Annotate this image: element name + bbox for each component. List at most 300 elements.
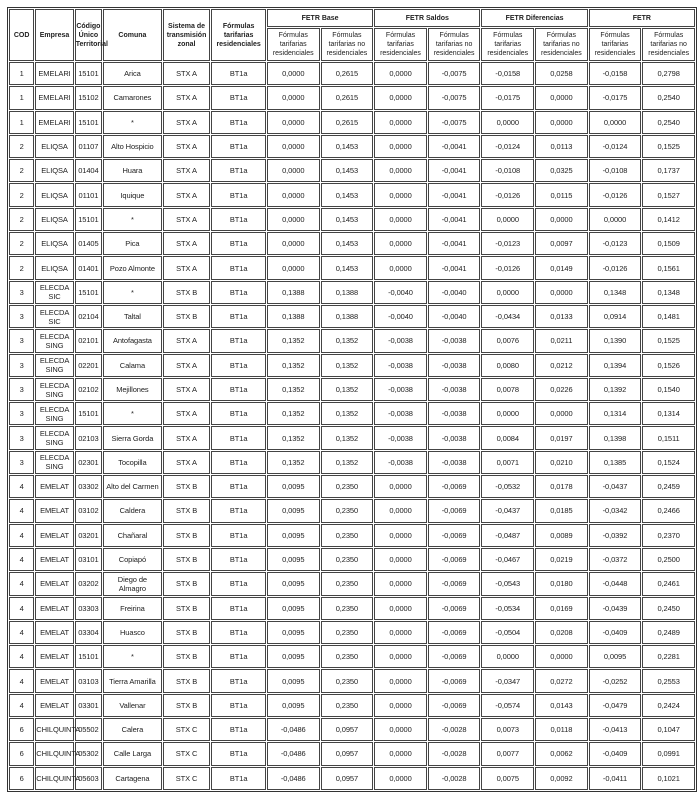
cell-sistema: STX C <box>163 742 211 765</box>
cell-fetr-res: -0,0124 <box>589 135 642 158</box>
cell-empresa: ELIQSA <box>35 183 73 206</box>
cell-dif-nores: 0,0185 <box>535 499 588 522</box>
cell-cod: 6 <box>9 718 34 741</box>
cell-cod: 2 <box>9 208 34 231</box>
cell-dif-res: -0,0126 <box>481 183 534 206</box>
cell-fetr-nores: 0,2450 <box>642 597 695 620</box>
table-row <box>9 597 695 620</box>
cell-empresa: ELECDA SING <box>35 426 73 449</box>
table-row <box>9 742 695 765</box>
cell-comuna: * <box>103 111 162 134</box>
cell-codigo: 01401 <box>75 256 102 279</box>
table-row <box>9 572 695 595</box>
cell-fetr-res: 0,0000 <box>589 208 642 231</box>
cell-base-nores: 0,1388 <box>321 305 374 328</box>
cell-base-nores: 0,2350 <box>321 645 374 668</box>
cell-fetr-nores: 0,2370 <box>642 524 695 547</box>
cell-cod: 3 <box>9 378 34 401</box>
cell-fetr-res: 0,0095 <box>589 645 642 668</box>
cell-fetr-nores: 0,1540 <box>642 378 695 401</box>
cell-base-res: 0,0095 <box>267 499 320 522</box>
cell-saldos-nores: -0,0069 <box>428 572 481 595</box>
cell-dif-res: 0,0078 <box>481 378 534 401</box>
cell-dif-nores: 0,0210 <box>535 451 588 474</box>
header-no-residenciales: Fórmulas tarifarias no residenciales <box>642 28 695 61</box>
cell-base-res: 0,0095 <box>267 475 320 498</box>
cell-dif-nores: 0,0000 <box>535 281 588 304</box>
cell-empresa: ELIQSA <box>35 208 73 231</box>
cell-codigo: 03303 <box>75 597 102 620</box>
cell-saldos-nores: -0,0040 <box>428 281 481 304</box>
cell-empresa: ELIQSA <box>35 256 73 279</box>
table-row <box>9 159 695 182</box>
cell-dif-nores: 0,0113 <box>535 135 588 158</box>
cell-dif-nores: 0,0000 <box>535 208 588 231</box>
cell-fetr-nores: 0,2281 <box>642 645 695 668</box>
cell-saldos-nores: -0,0069 <box>428 669 481 692</box>
cell-comuna: Camarones <box>103 86 162 109</box>
cell-cod: 3 <box>9 281 34 304</box>
cell-comuna: * <box>103 402 162 425</box>
cell-codigo: 02201 <box>75 354 102 377</box>
cell-saldos-res: -0,0038 <box>374 451 427 474</box>
cell-fetr-nores: 0,1527 <box>642 183 695 206</box>
cell-fetr-nores: 0,1047 <box>642 718 695 741</box>
cell-fetr-nores: 0,1525 <box>642 329 695 352</box>
cell-comuna: Pozo Almonte <box>103 256 162 279</box>
table-header <box>9 9 695 61</box>
cell-comuna: Diego de Almagro <box>103 572 162 595</box>
cell-sistema: STX B <box>163 621 211 644</box>
cell-fetr-res: 0,1394 <box>589 354 642 377</box>
cell-dif-res: -0,0123 <box>481 232 534 255</box>
cell-fetr-res: -0,0126 <box>589 183 642 206</box>
cell-dif-res: -0,0126 <box>481 256 534 279</box>
cell-saldos-res: 0,0000 <box>374 694 427 717</box>
cell-saldos-res: -0,0038 <box>374 426 427 449</box>
cell-codigo: 03304 <box>75 621 102 644</box>
cell-codigo: 02301 <box>75 451 102 474</box>
cell-dif-nores: 0,0169 <box>535 597 588 620</box>
header-no-residenciales: Fórmulas tarifarias no residenciales <box>321 28 374 61</box>
cell-base-nores: 0,0957 <box>321 767 374 790</box>
cell-base-res: 0,0000 <box>267 159 320 182</box>
cell-empresa: EMELAT <box>35 572 73 595</box>
cell-formula: BT1a <box>211 597 266 620</box>
cell-comuna: Calle Larga <box>103 742 162 765</box>
header-group-fetr-saldos: FETR Saldos <box>374 9 480 27</box>
cell-formula: BT1a <box>211 645 266 668</box>
cell-dif-res: -0,0504 <box>481 621 534 644</box>
table-row <box>9 402 695 425</box>
cell-dif-nores: 0,0118 <box>535 718 588 741</box>
cell-saldos-nores: -0,0069 <box>428 694 481 717</box>
cell-dif-res: -0,0437 <box>481 499 534 522</box>
cell-base-res: 0,1352 <box>267 402 320 425</box>
cell-dif-nores: 0,0092 <box>535 767 588 790</box>
cell-sistema: STX B <box>163 475 211 498</box>
table-row <box>9 694 695 717</box>
cell-cod: 4 <box>9 669 34 692</box>
cell-formula: BT1a <box>211 742 266 765</box>
cell-formula: BT1a <box>211 281 266 304</box>
table-row <box>9 767 695 790</box>
cell-dif-nores: 0,0208 <box>535 621 588 644</box>
cell-comuna: Chañaral <box>103 524 162 547</box>
cell-dif-res: -0,0347 <box>481 669 534 692</box>
cell-saldos-nores: -0,0069 <box>428 645 481 668</box>
cell-fetr-nores: 0,1412 <box>642 208 695 231</box>
cell-saldos-res: 0,0000 <box>374 572 427 595</box>
cell-base-res: 0,0000 <box>267 232 320 255</box>
cell-base-nores: 0,2350 <box>321 524 374 547</box>
table-row <box>9 86 695 109</box>
cell-base-nores: 0,0957 <box>321 742 374 765</box>
cell-dif-nores: 0,0000 <box>535 111 588 134</box>
cell-fetr-nores: 0,1314 <box>642 402 695 425</box>
table-row <box>9 426 695 449</box>
cell-empresa: EMELAT <box>35 597 73 620</box>
cell-fetr-res: -0,0342 <box>589 499 642 522</box>
cell-dif-res: -0,0158 <box>481 62 534 85</box>
cell-saldos-res: 0,0000 <box>374 742 427 765</box>
cell-saldos-res: -0,0038 <box>374 378 427 401</box>
cell-formula: BT1a <box>211 499 266 522</box>
cell-empresa: EMELAT <box>35 524 73 547</box>
cell-formula: BT1a <box>211 402 266 425</box>
cell-fetr-nores: 0,2540 <box>642 111 695 134</box>
cell-fetr-nores: 0,2500 <box>642 548 695 571</box>
cell-dif-res: 0,0075 <box>481 767 534 790</box>
cell-saldos-nores: -0,0038 <box>428 378 481 401</box>
cell-base-res: 0,0000 <box>267 135 320 158</box>
cell-dif-nores: 0,0212 <box>535 354 588 377</box>
cell-formula: BT1a <box>211 669 266 692</box>
cell-fetr-res: -0,0409 <box>589 742 642 765</box>
table-row <box>9 378 695 401</box>
cell-formula: BT1a <box>211 767 266 790</box>
cell-fetr-nores: 0,1737 <box>642 159 695 182</box>
header-empresa: Empresa <box>35 9 73 61</box>
cell-base-res: 0,0095 <box>267 548 320 571</box>
cell-formula: BT1a <box>211 694 266 717</box>
cell-sistema: STX A <box>163 159 211 182</box>
cell-comuna: Huasco <box>103 621 162 644</box>
cell-sistema: STX A <box>163 208 211 231</box>
cell-sistema: STX A <box>163 232 211 255</box>
cell-sistema: STX A <box>163 256 211 279</box>
cell-formula: BT1a <box>211 135 266 158</box>
cell-base-res: 0,0095 <box>267 669 320 692</box>
cell-empresa: ELECDA SING <box>35 451 73 474</box>
cell-dif-nores: 0,0133 <box>535 305 588 328</box>
cell-fetr-nores: 0,1511 <box>642 426 695 449</box>
cell-fetr-res: 0,1348 <box>589 281 642 304</box>
cell-base-nores: 0,2615 <box>321 111 374 134</box>
table-row <box>9 354 695 377</box>
cell-saldos-res: 0,0000 <box>374 111 427 134</box>
cell-formula: BT1a <box>211 354 266 377</box>
header-residenciales: Fórmulas tarifarias residenciales <box>481 28 534 61</box>
cell-cod: 2 <box>9 232 34 255</box>
cell-saldos-res: -0,0038 <box>374 402 427 425</box>
cell-sistema: STX B <box>163 499 211 522</box>
header-group-fetr: FETR <box>589 9 695 27</box>
cell-cod: 4 <box>9 572 34 595</box>
cell-base-res: 0,0000 <box>267 111 320 134</box>
cell-base-nores: 0,0957 <box>321 718 374 741</box>
cell-fetr-res: -0,0158 <box>589 62 642 85</box>
cell-base-nores: 0,2350 <box>321 572 374 595</box>
cell-formula: BT1a <box>211 548 266 571</box>
cell-codigo: 02104 <box>75 305 102 328</box>
cell-codigo: 03201 <box>75 524 102 547</box>
cell-dif-res: -0,0434 <box>481 305 534 328</box>
cell-saldos-res: 0,0000 <box>374 135 427 158</box>
cell-fetr-nores: 0,2466 <box>642 499 695 522</box>
cell-saldos-res: 0,0000 <box>374 718 427 741</box>
cell-fetr-nores: 0,2461 <box>642 572 695 595</box>
cell-fetr-res: 0,1398 <box>589 426 642 449</box>
cell-empresa: ELECDA SING <box>35 354 73 377</box>
header-codigo: Código Único Territorial <box>75 9 102 61</box>
cell-formula: BT1a <box>211 475 266 498</box>
cell-comuna: Sierra Gorda <box>103 426 162 449</box>
cell-saldos-res: 0,0000 <box>374 475 427 498</box>
header-no-residenciales: Fórmulas tarifarias no residenciales <box>428 28 481 61</box>
cell-base-res: 0,0095 <box>267 572 320 595</box>
cell-comuna: Copiapó <box>103 548 162 571</box>
cell-saldos-nores: -0,0041 <box>428 232 481 255</box>
cell-base-res: 0,1352 <box>267 329 320 352</box>
cell-empresa: ELIQSA <box>35 232 73 255</box>
cell-cod: 4 <box>9 621 34 644</box>
cell-sistema: STX B <box>163 694 211 717</box>
cell-base-res: 0,1388 <box>267 305 320 328</box>
cell-fetr-nores: 0,1561 <box>642 256 695 279</box>
cell-base-nores: 0,2350 <box>321 499 374 522</box>
cell-base-nores: 0,2350 <box>321 475 374 498</box>
cell-dif-nores: 0,0143 <box>535 694 588 717</box>
cell-base-res: 0,0095 <box>267 524 320 547</box>
cell-dif-res: 0,0000 <box>481 645 534 668</box>
cell-saldos-res: 0,0000 <box>374 645 427 668</box>
cell-base-nores: 0,2615 <box>321 62 374 85</box>
cell-saldos-res: -0,0038 <box>374 329 427 352</box>
cell-saldos-res: 0,0000 <box>374 208 427 231</box>
cell-base-res: -0,0486 <box>267 767 320 790</box>
cell-base-res: 0,0000 <box>267 183 320 206</box>
cell-saldos-res: 0,0000 <box>374 548 427 571</box>
cell-dif-nores: 0,0197 <box>535 426 588 449</box>
cell-base-nores: 0,1453 <box>321 135 374 158</box>
cell-saldos-nores: -0,0038 <box>428 451 481 474</box>
cell-dif-res: -0,0532 <box>481 475 534 498</box>
cell-comuna: Tocopilla <box>103 451 162 474</box>
cell-cod: 4 <box>9 597 34 620</box>
cell-fetr-res: -0,0175 <box>589 86 642 109</box>
cell-codigo: 15101 <box>75 645 102 668</box>
cell-fetr-res: -0,0479 <box>589 694 642 717</box>
cell-saldos-nores: -0,0075 <box>428 62 481 85</box>
cell-base-nores: 0,1352 <box>321 329 374 352</box>
table-row <box>9 111 695 134</box>
cell-cod: 4 <box>9 475 34 498</box>
cell-formula: BT1a <box>211 426 266 449</box>
cell-saldos-res: 0,0000 <box>374 669 427 692</box>
fetr-table <box>7 7 697 792</box>
cell-empresa: EMELAT <box>35 669 73 692</box>
cell-fetr-res: -0,0108 <box>589 159 642 182</box>
cell-cod: 1 <box>9 111 34 134</box>
cell-fetr-res: -0,0372 <box>589 548 642 571</box>
cell-fetr-res: 0,0000 <box>589 111 642 134</box>
cell-saldos-res: 0,0000 <box>374 183 427 206</box>
cell-empresa: ELECDA SIC <box>35 305 73 328</box>
cell-fetr-nores: 0,1525 <box>642 135 695 158</box>
cell-cod: 2 <box>9 135 34 158</box>
cell-codigo: 03101 <box>75 548 102 571</box>
cell-saldos-nores: -0,0041 <box>428 135 481 158</box>
table-row <box>9 669 695 692</box>
cell-dif-nores: 0,0089 <box>535 524 588 547</box>
cell-codigo: 15101 <box>75 208 102 231</box>
cell-sistema: STX A <box>163 86 211 109</box>
cell-formula: BT1a <box>211 62 266 85</box>
cell-formula: BT1a <box>211 305 266 328</box>
cell-saldos-res: 0,0000 <box>374 597 427 620</box>
cell-codigo: 03102 <box>75 499 102 522</box>
cell-comuna: Vallenar <box>103 694 162 717</box>
cell-codigo: 05302 <box>75 742 102 765</box>
cell-codigo: 02102 <box>75 378 102 401</box>
cell-empresa: ELECDA SIC <box>35 281 73 304</box>
cell-comuna: Cartagena <box>103 767 162 790</box>
cell-empresa: EMELARI <box>35 62 73 85</box>
cell-dif-res: -0,0175 <box>481 86 534 109</box>
cell-comuna: Tierra Amarilla <box>103 669 162 692</box>
cell-sistema: STX C <box>163 718 211 741</box>
cell-base-nores: 0,1352 <box>321 451 374 474</box>
cell-saldos-res: 0,0000 <box>374 86 427 109</box>
table-row <box>9 62 695 85</box>
cell-dif-res: -0,0124 <box>481 135 534 158</box>
cell-fetr-res: 0,0914 <box>589 305 642 328</box>
cell-base-res: 0,1352 <box>267 354 320 377</box>
cell-codigo: 05502 <box>75 718 102 741</box>
cell-base-res: -0,0486 <box>267 742 320 765</box>
header-comuna: Comuna <box>103 9 162 61</box>
cell-empresa: CHILQUINTA <box>35 742 73 765</box>
cell-cod: 3 <box>9 451 34 474</box>
header-residenciales: Fórmulas tarifarias residenciales <box>589 28 642 61</box>
cell-base-res: -0,0486 <box>267 718 320 741</box>
cell-base-nores: 0,2615 <box>321 86 374 109</box>
cell-empresa: EMELAT <box>35 621 73 644</box>
cell-dif-nores: 0,0000 <box>535 402 588 425</box>
header-residenciales: Fórmulas tarifarias residenciales <box>267 28 320 61</box>
cell-sistema: STX A <box>163 378 211 401</box>
cell-comuna: Alto del Carmen <box>103 475 162 498</box>
table-row <box>9 135 695 158</box>
header-residenciales: Fórmulas tarifarias residenciales <box>374 28 427 61</box>
cell-base-res: 0,1352 <box>267 451 320 474</box>
cell-saldos-nores: -0,0069 <box>428 597 481 620</box>
cell-fetr-res: -0,0409 <box>589 621 642 644</box>
cell-fetr-nores: 0,1021 <box>642 767 695 790</box>
cell-codigo: 05603 <box>75 767 102 790</box>
cell-base-res: 0,0000 <box>267 86 320 109</box>
cell-cod: 6 <box>9 742 34 765</box>
cell-codigo: 03103 <box>75 669 102 692</box>
cell-cod: 6 <box>9 767 34 790</box>
cell-formula: BT1a <box>211 183 266 206</box>
cell-fetr-res: -0,0126 <box>589 256 642 279</box>
cell-base-nores: 0,2350 <box>321 621 374 644</box>
cell-saldos-res: 0,0000 <box>374 767 427 790</box>
cell-base-nores: 0,1352 <box>321 402 374 425</box>
cell-cod: 3 <box>9 329 34 352</box>
cell-sistema: STX B <box>163 281 211 304</box>
cell-comuna: * <box>103 281 162 304</box>
table-row <box>9 645 695 668</box>
cell-dif-res: 0,0000 <box>481 208 534 231</box>
cell-comuna: Pica <box>103 232 162 255</box>
cell-base-nores: 0,2350 <box>321 669 374 692</box>
cell-sistema: STX A <box>163 111 211 134</box>
cell-saldos-nores: -0,0038 <box>428 426 481 449</box>
header-cod: COD <box>9 9 34 61</box>
cell-empresa: ELECDA SING <box>35 378 73 401</box>
cell-formula: BT1a <box>211 86 266 109</box>
cell-cod: 2 <box>9 183 34 206</box>
cell-fetr-res: 0,1314 <box>589 402 642 425</box>
cell-fetr-nores: 0,0991 <box>642 742 695 765</box>
cell-fetr-nores: 0,2553 <box>642 669 695 692</box>
cell-empresa: EMELARI <box>35 86 73 109</box>
cell-fetr-nores: 0,2798 <box>642 62 695 85</box>
cell-base-nores: 0,1453 <box>321 256 374 279</box>
cell-base-nores: 0,1453 <box>321 232 374 255</box>
cell-empresa: ELECDA SING <box>35 402 73 425</box>
cell-fetr-res: 0,1392 <box>589 378 642 401</box>
cell-saldos-res: 0,0000 <box>374 256 427 279</box>
cell-cod: 4 <box>9 548 34 571</box>
cell-codigo: 01404 <box>75 159 102 182</box>
cell-base-res: 0,0095 <box>267 645 320 668</box>
cell-base-res: 0,0095 <box>267 621 320 644</box>
cell-comuna: Calama <box>103 354 162 377</box>
cell-comuna: Freirina <box>103 597 162 620</box>
cell-fetr-res: -0,0413 <box>589 718 642 741</box>
cell-comuna: Huara <box>103 159 162 182</box>
cell-cod: 3 <box>9 354 34 377</box>
cell-empresa: EMELAT <box>35 694 73 717</box>
cell-sistema: STX B <box>163 548 211 571</box>
cell-sistema: STX B <box>163 524 211 547</box>
cell-comuna: Caldera <box>103 499 162 522</box>
cell-formula: BT1a <box>211 111 266 134</box>
cell-saldos-res: -0,0040 <box>374 305 427 328</box>
table-row <box>9 305 695 328</box>
cell-saldos-nores: -0,0038 <box>428 329 481 352</box>
cell-sistema: STX B <box>163 669 211 692</box>
cell-saldos-nores: -0,0041 <box>428 208 481 231</box>
cell-dif-nores: 0,0000 <box>535 86 588 109</box>
cell-base-nores: 0,2350 <box>321 597 374 620</box>
cell-sistema: STX A <box>163 451 211 474</box>
cell-formula: BT1a <box>211 572 266 595</box>
